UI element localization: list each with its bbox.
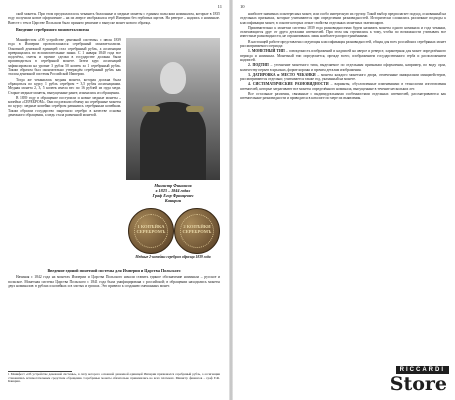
- watermark-top-text: RICCARDI: [396, 366, 449, 374]
- numbered-item: [240, 73, 446, 82]
- numbered-item-label: 2. ПОДТИП: [248, 63, 269, 68]
- caption-line: Канкрин: [164, 198, 182, 203]
- numbered-item-text: – совокупность изображений и надписей на аверсе и реверсе, характерная для монет определённого периода и номинала. Монетный тип определяется, прежде всего, изображением государственного герба и расположением надписей.: [240, 49, 446, 62]
- left-paragraph-4: Начиная с 1842 года на монетах Империи и Царства Польского начали ставить единое обозначение номинала – русское и польское. Монетная система Царства Польского с 1841 года была унифицирована с российской; в обращении находились монеты двух номиналов: в рублях и копейках и в злотых и грошах. Это привело к созданию смешанных монет.: [8, 275, 220, 288]
- left-paragraph-2: Тогда же чеканилась медная монета, которая должна была обращаться по курсу 1 рубль серебром = 3,5 рубля ассигнациями. Медная монета 2, 3, 5 копеек имела вес по 16 рублей из пуда меди. Старые медные монеты, выпущенные ранее, изымались из обращения.: [8, 77, 121, 95]
- portrait-photo: [126, 38, 220, 180]
- section-heading-monometallism: Введение серебряного монометаллизма: [16, 26, 89, 32]
- numbered-item-text: – монеты каждого монетного двора, отмеченные инициалами минцмейстеров, рассматриваются отдельно; учитывается также год, указанный на монете.: [240, 72, 446, 82]
- numbered-item-text: – уточнение монетного типа, выделяемое по отдельным признакам оформления, например, по виду орла, количеству перьев в крыльях, форме короны и прочим деталям изображения.: [240, 63, 446, 72]
- caption-line: Граф Егор Францевич: [152, 193, 194, 198]
- numbered-item-text: – варианты, обусловленные изменениями в технологии изготовления штемпелей, которые затрагивают все монеты определённого номинала, выпущенные в течение нескольких лет.: [240, 82, 446, 91]
- numbered-item-label: 1. МОНЕТНЫЙ ТИП: [248, 49, 285, 54]
- store-watermark: [349, 366, 449, 396]
- numbered-item: [240, 63, 446, 72]
- left-paragraph-3: В 1839 году в обращение поступили и новые медные монеты – копейки «СЕРЕБРОМ». Они подлежали обмену на серебряные монеты по курсу: медные копейки серебром равнялись серебряным копейкам. Таким образом государство закрепило серебро в качестве основы денежного обращения, а медь стала разменной монетой.: [8, 95, 121, 118]
- portrait-caption: [126, 183, 220, 203]
- right-page: [232, 0, 455, 400]
- right-intro-paragraph: наиболее значимых и интересных монет, или особо интересную их группу. Такой выбор предполагает подход, основанный на отдельных признаках, которые учитываются при определении разновидностей. Исторически сложились различные подходы к классификации монет, в основе которых лежат свойства отдельных монетных экземпляров.: [240, 12, 446, 25]
- watermark-main-text: Store: [389, 373, 447, 395]
- numbered-item: [240, 49, 446, 62]
- numbered-item: [240, 82, 446, 91]
- coin-caption: Медные 2-копейки серебром образца 1839 года: [135, 255, 211, 259]
- caption-line: Министр Финансов: [154, 183, 192, 188]
- coin-image: [174, 208, 220, 254]
- section-heading-unified-system: Введение единой монетной системы для Империи и Царства Польского: [47, 268, 181, 273]
- coin-image: [128, 208, 174, 254]
- coin-legend: 1 КОПѢЙКА СЕРЕБРОМЪ: [136, 224, 166, 234]
- numbered-item-label: 4. СИСТЕМАТИЧЕСКИЕ РАЗНОВИДНОСТИ: [248, 82, 329, 87]
- left-wrap-column: [8, 38, 121, 118]
- caption-line: в 1823 – 1844 годах: [155, 188, 191, 193]
- left-bottom-text: [8, 266, 220, 289]
- page-number-left: 11: [217, 4, 222, 9]
- right-main-text: [240, 12, 446, 102]
- page-number-right: 10: [240, 4, 245, 9]
- right-paragraph-1: Применительно к монетам системы 1839 года разновидностями будем называть монеты одного номинала и года чеканки, отличающиеся друг от друга деталями штемпелей. При этом мы стремились к тому, чтобы по возможности учитывать все известные разновидности, не ограничиваясь лишь наиболее распространёнными.: [240, 25, 446, 39]
- footnote: 1 Манифест «Об устройстве денежной системы», в силу которого основной денежной единицей Империи признавался серебряный рубль, а ассигнации становились вспомогательным средством обращения. Серебряные монеты обязательно принимались во всех платежах. Министр финансов – граф Е.Ф. Канкрин.: [8, 372, 220, 384]
- left-intro-paragraph: ской монеты. При этом предполагалось чеканить биллонные и медные монеты с единым польским номиналом, которые в 1835 году получили новое оформление – на их аверсе изображался герб Империи без гербовых щитов. На реверсе – надпись о номинале. Вместе с тем в Царстве Польском было принято решение о выпуске монет нового образца.: [8, 12, 220, 25]
- coin-legend: 2 КОПѢЙКИ СЕРЕБРОМЪ: [182, 224, 212, 234]
- right-paragraph-2: В настоящей работе представлена следующая классификация разновидностей, общая для всех российских серебряных монет рассматриваемого периода:: [240, 39, 446, 49]
- right-closing-paragraph: Все остальные различия, связанные с индивидуальными особенностями отдельных штемпелей, рассматриваются как штемпельные разновидности и приводятся в каталоге по мере их выявления.: [240, 92, 446, 101]
- left-paragraph-1: Манифестом «Об устройстве денежной системы» с июля 1839 года в Империи провозглашался серебряный монометаллизм. Основной денежной единицей стал серебряный рубль, а ассигнации превращались во вспомогательные знаки. С 1 января 1840 года все подсчёты, сметы и прочие сделки в государстве должны были производиться в серебряной монете. Затем курс ассигнаций зафиксировали на уровне 3 рубля 50 копеек за 1 серебряный рубль. Таким образом был окончательно утверждён серебряный рубль как эталон денежной системы Российской Империи.: [8, 38, 121, 77]
- left-top-text: [8, 12, 220, 34]
- numbered-item-label: 3. ДАТИРОВКА и МЕСТО ЧЕКАНКИ: [248, 72, 316, 77]
